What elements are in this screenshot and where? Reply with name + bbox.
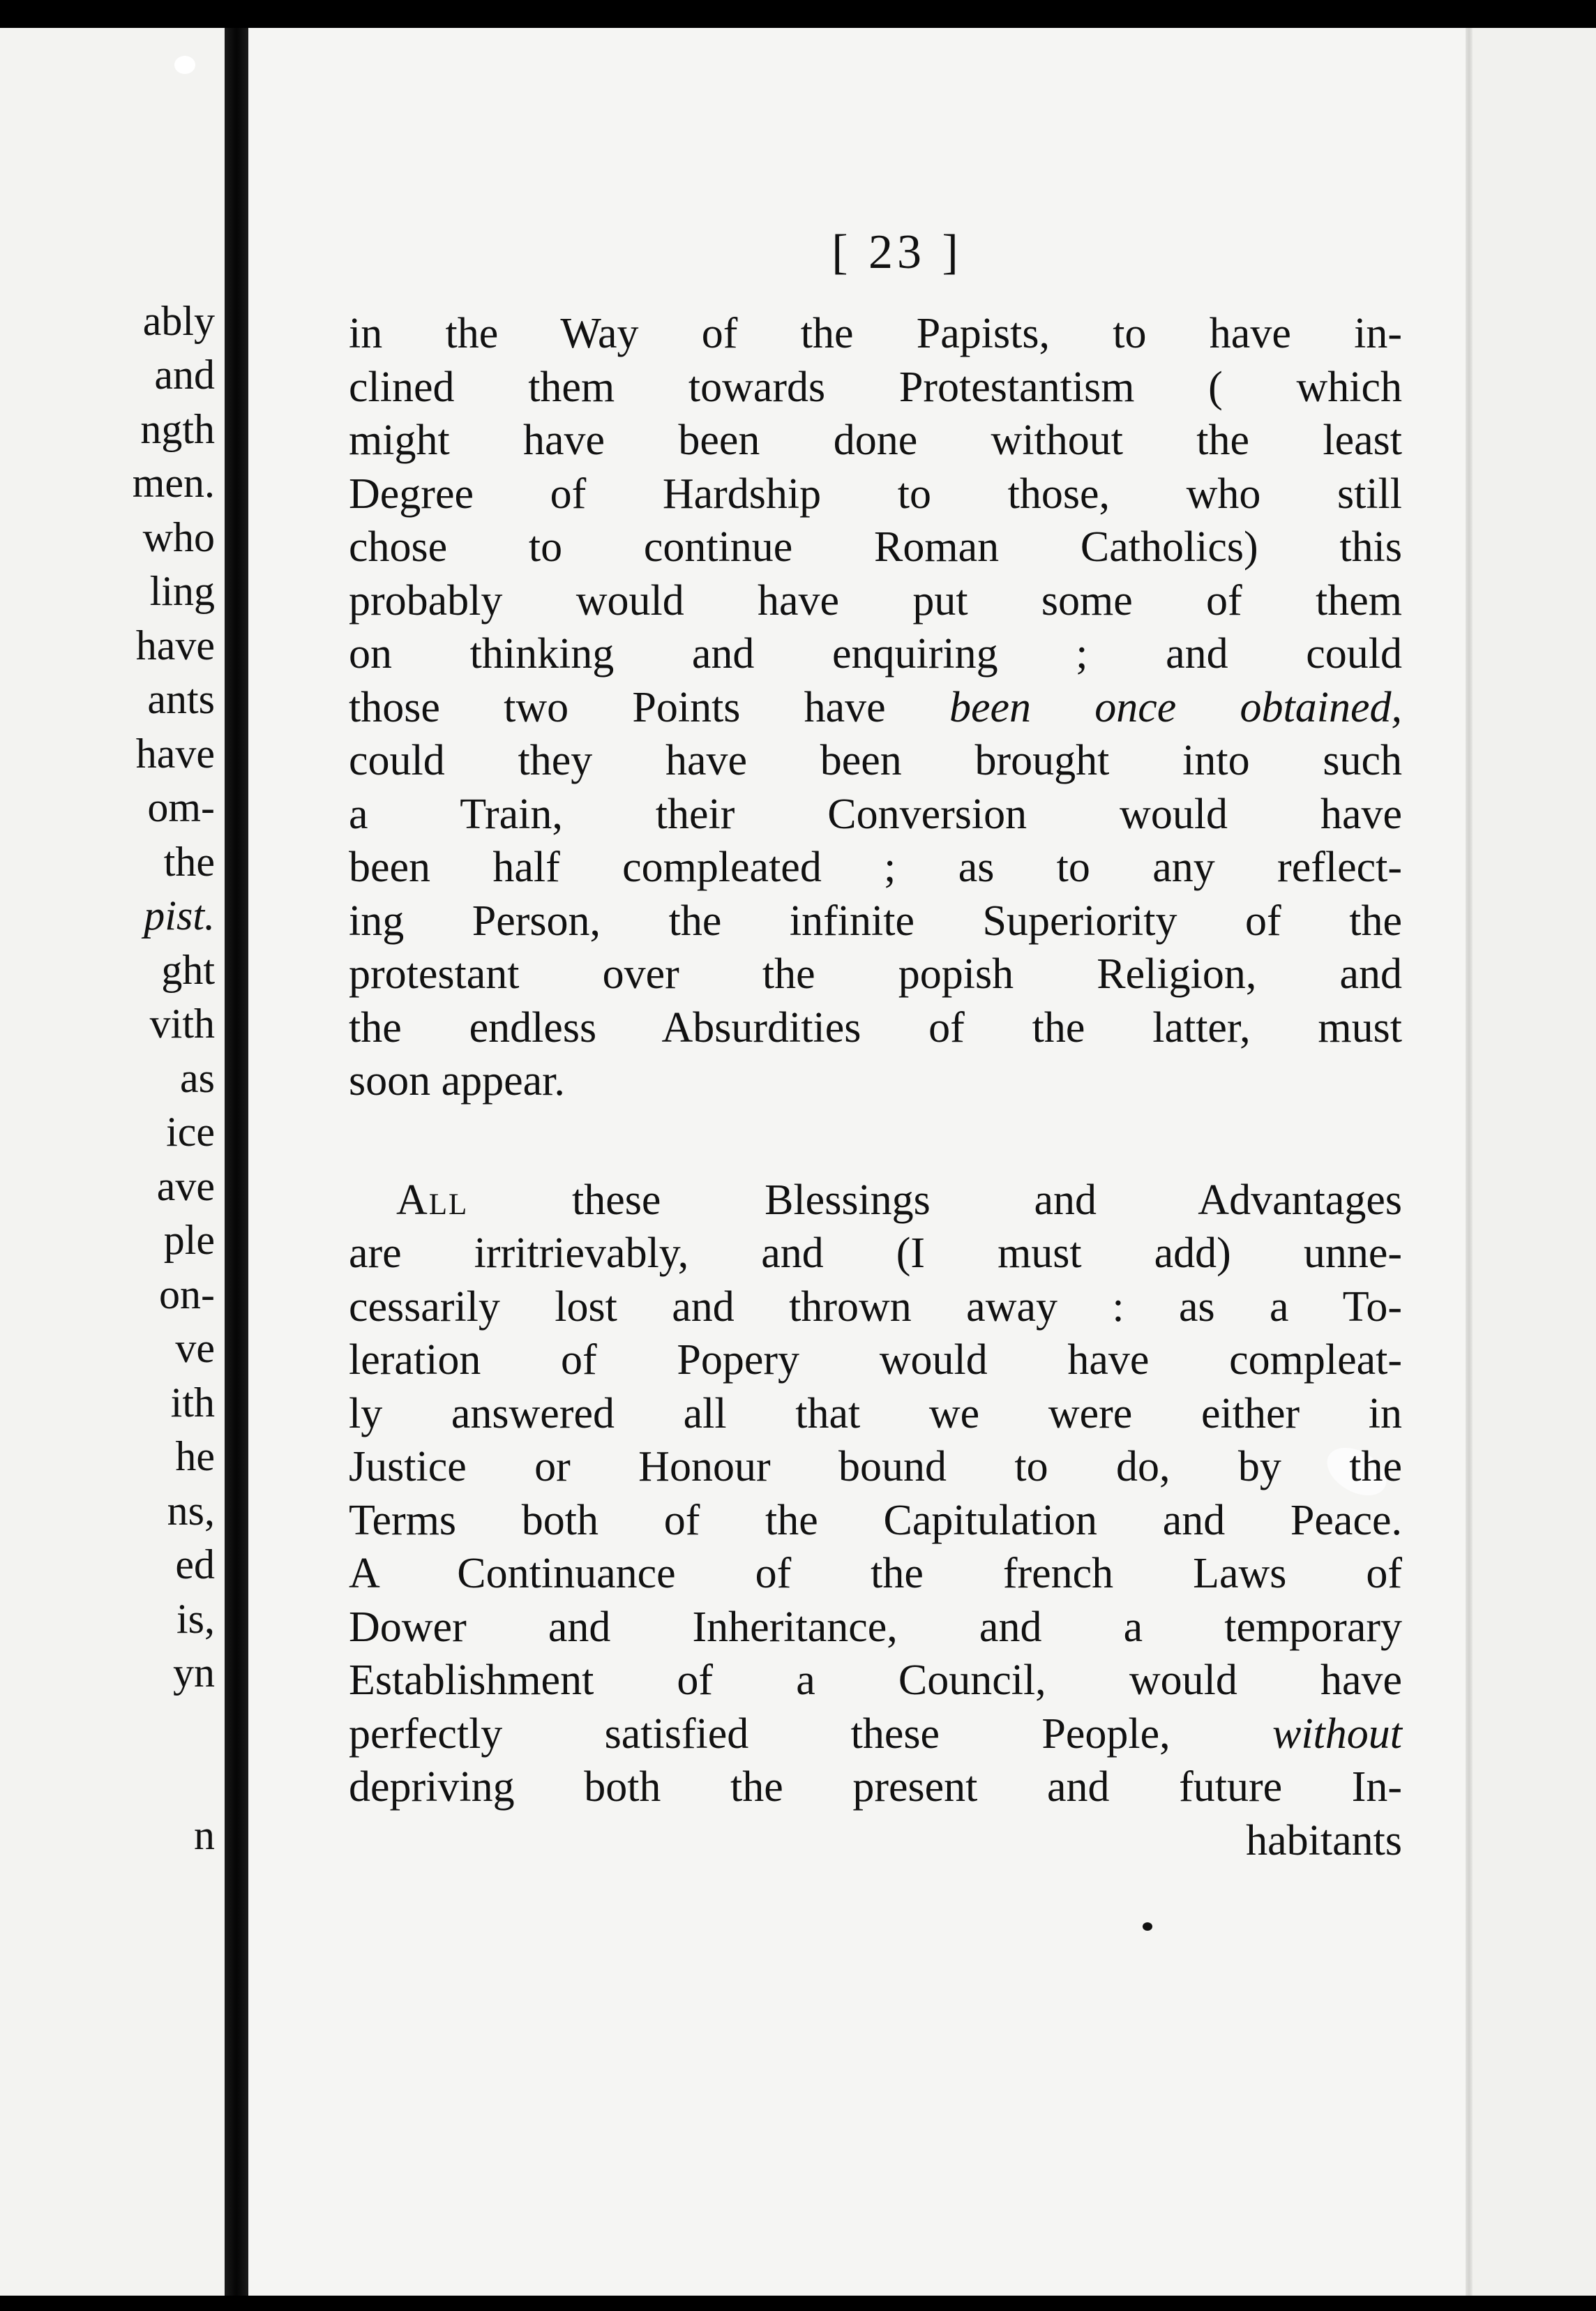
left-page-word: the bbox=[163, 839, 215, 885]
page-edge-shadow bbox=[1466, 28, 1473, 2296]
text-line: Degree of Hardship to those, who still bbox=[349, 470, 1402, 518]
text-line: Establishment of a Council, would have bbox=[349, 1656, 1402, 1704]
left-page-fragment bbox=[0, 28, 225, 2296]
left-page-word: as bbox=[180, 1055, 215, 1101]
text-line: probably would have put some of them bbox=[349, 576, 1402, 625]
body-text bbox=[349, 307, 1402, 1867]
left-page-word: who bbox=[142, 514, 215, 560]
left-page-word: have bbox=[135, 622, 215, 668]
book-gutter bbox=[225, 28, 248, 2296]
text-line bbox=[349, 681, 1402, 735]
left-page-word: he bbox=[175, 1433, 215, 1479]
text-line: the endless Absurdities of the latter, must bbox=[349, 1003, 1402, 1052]
text-line: chose to continue Roman Catholics) this bbox=[349, 523, 1402, 571]
paragraph bbox=[349, 1174, 1402, 1868]
text-line: in the Way of the Papists, to have in- bbox=[349, 310, 1402, 357]
text-line bbox=[349, 1174, 1402, 1227]
ink-speck bbox=[1143, 1922, 1152, 1931]
left-page-word: ably bbox=[142, 298, 215, 344]
text-line: ly answered all that we were either in bbox=[349, 1389, 1402, 1437]
left-page-word: ngth bbox=[140, 406, 215, 452]
text-line: clined them towards Protestantism ( which bbox=[349, 363, 1402, 411]
text-line: leration of Popery would have compleat- bbox=[349, 1336, 1402, 1384]
main-page bbox=[248, 28, 1596, 2296]
left-page-word: ed bbox=[175, 1541, 215, 1587]
left-page-word: ith bbox=[170, 1379, 215, 1426]
italic-phrase: been once obtained, bbox=[949, 683, 1403, 731]
text-line: protestant over the popish Religion, and bbox=[349, 950, 1402, 998]
text-line bbox=[349, 1707, 1402, 1761]
paper-blemish bbox=[174, 56, 195, 74]
paragraph bbox=[349, 307, 1402, 1108]
text-line: been half compleated ; as to any reflect- bbox=[349, 844, 1402, 891]
left-page-word: men. bbox=[132, 460, 215, 506]
text-line: on thinking and enquiring ; and could bbox=[349, 630, 1402, 678]
catchword: habitants bbox=[1246, 1816, 1402, 1864]
left-page-word: ple bbox=[163, 1217, 215, 1263]
left-page-word: n bbox=[194, 1812, 215, 1858]
left-page-word: and bbox=[154, 352, 215, 398]
left-page-word: on- bbox=[159, 1271, 215, 1317]
text-line: cessarily lost and thrown away : as a To- bbox=[349, 1282, 1402, 1331]
text-line: A Continuance of the french Laws of bbox=[349, 1550, 1402, 1597]
text-line: Justice or Honour bound to do, by the bbox=[349, 1443, 1402, 1490]
left-page-word: pist. bbox=[144, 892, 215, 938]
text-line: could they have been brought into such bbox=[349, 737, 1402, 784]
page-number: [ 23 ] bbox=[831, 225, 963, 279]
left-page-word: ve bbox=[175, 1325, 215, 1371]
text-line: a Train, their Conversion would have bbox=[349, 790, 1402, 838]
text-span: perfectly satisfied these People, bbox=[349, 1710, 1170, 1758]
left-page-word: om- bbox=[147, 784, 215, 830]
left-page-word: vith bbox=[149, 1001, 215, 1047]
text-line: depriving both the present and future In- bbox=[349, 1763, 1402, 1811]
left-page-word: ice bbox=[166, 1109, 215, 1155]
text-line: Terms both of the Capitulation and Peace. bbox=[349, 1496, 1402, 1544]
text-line: soon appear. bbox=[349, 1057, 565, 1105]
paragraph-gap bbox=[349, 1108, 1402, 1174]
left-page-word: ants bbox=[147, 676, 215, 722]
text-line: Dower and Inheritance, and a temporary bbox=[349, 1603, 1402, 1651]
text-span: those two Points have bbox=[349, 683, 886, 731]
text-line: might have been done without the least bbox=[349, 417, 1402, 464]
small-caps-word: All bbox=[396, 1176, 469, 1224]
left-page-word: ave bbox=[156, 1163, 215, 1209]
italic-phrase: without bbox=[1272, 1710, 1402, 1758]
left-page-word: yn bbox=[173, 1650, 215, 1696]
text-line: ing Person, the infinite Superiority of the bbox=[349, 897, 1402, 945]
left-page-word: ling bbox=[149, 568, 215, 614]
text-line: are irritrievably, and (I must add) unne- bbox=[349, 1229, 1402, 1277]
left-page-word: ns, bbox=[167, 1488, 215, 1534]
left-page-word: is, bbox=[176, 1596, 215, 1642]
page-margin-strip bbox=[1473, 28, 1596, 2296]
left-page-word: ght bbox=[161, 947, 215, 993]
text-span: these Blessings and Advantages bbox=[572, 1176, 1402, 1224]
left-page-word: have bbox=[135, 731, 215, 777]
